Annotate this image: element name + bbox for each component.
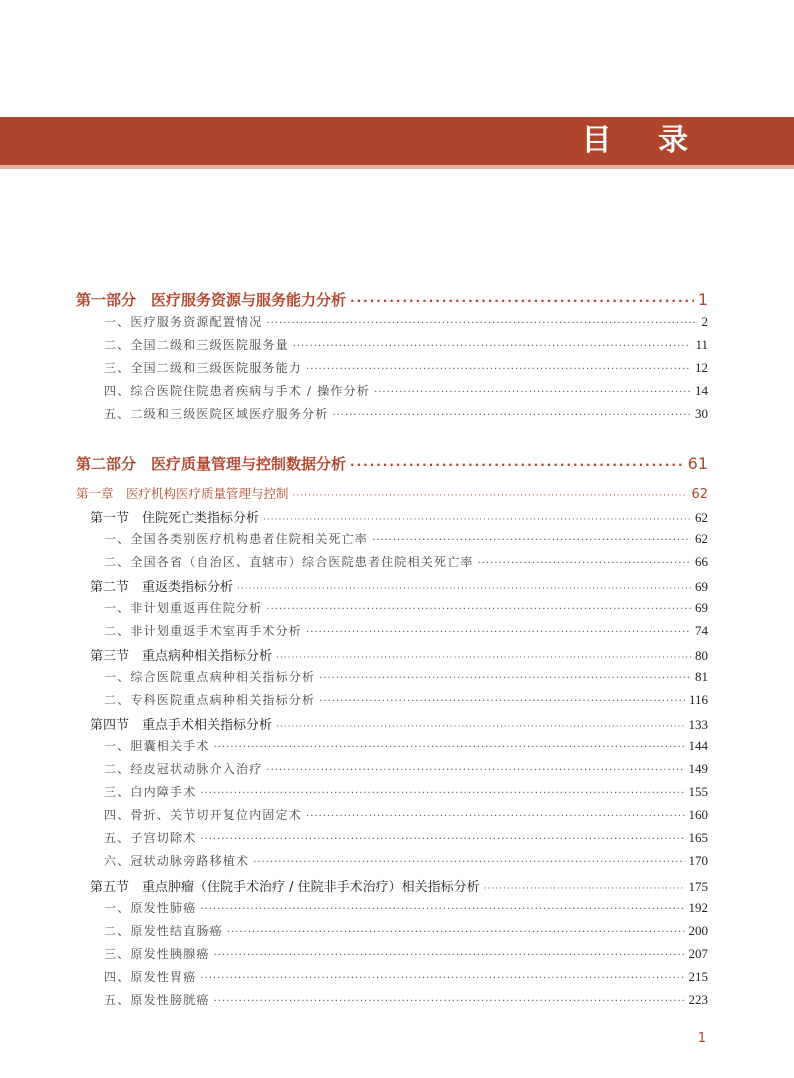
dot-leader bbox=[372, 535, 691, 546]
dot-leader bbox=[200, 904, 684, 915]
toc-label: 一、全国各类别医疗机构患者住院相关死亡率 bbox=[104, 532, 369, 546]
toc-item[interactable] bbox=[104, 313, 708, 330]
dot-leader bbox=[293, 491, 688, 501]
toc-item[interactable] bbox=[104, 553, 708, 570]
toc-label: 二、全国各省（自治区、直辖市）综合医院患者住院相关死亡率 bbox=[104, 555, 474, 569]
toc-page: 215 bbox=[688, 969, 708, 984]
toc-page: 200 bbox=[688, 923, 708, 938]
toc-item[interactable] bbox=[104, 899, 708, 916]
toc-label: 一、医疗服务资源配置情况 bbox=[104, 315, 263, 329]
toc-label: 第四节 重点手术相关指标分析 bbox=[90, 718, 273, 733]
toc-page: 116 bbox=[688, 692, 708, 707]
toc-section-4[interactable] bbox=[90, 714, 708, 733]
toc-page: 149 bbox=[688, 761, 708, 776]
toc-label: 第三节 重点病种相关指标分析 bbox=[90, 649, 273, 664]
toc-item[interactable] bbox=[104, 668, 708, 685]
banner-stripe bbox=[0, 165, 794, 169]
toc-item[interactable] bbox=[104, 922, 708, 939]
dot-leader bbox=[266, 604, 691, 615]
dot-leader bbox=[200, 834, 684, 845]
dot-leader bbox=[263, 515, 691, 525]
toc-label: 一、综合医院重点病种相关指标分析 bbox=[104, 670, 316, 684]
toc-label: 三、原发性胰腺癌 bbox=[104, 947, 210, 961]
toc-page: 144 bbox=[688, 738, 708, 753]
toc-label: 五、二级和三级医院区域医疗服务分析 bbox=[104, 407, 329, 421]
toc-label: 一、胆囊相关手术 bbox=[104, 739, 210, 753]
toc-section-1[interactable] bbox=[90, 507, 708, 526]
dot-leader bbox=[227, 927, 685, 938]
toc-item[interactable] bbox=[104, 783, 708, 800]
toc-item[interactable] bbox=[104, 530, 708, 547]
toc-item[interactable] bbox=[104, 991, 708, 1008]
toc-page: 74 bbox=[695, 623, 708, 638]
toc-page: 12 bbox=[695, 360, 708, 375]
toc-page: 207 bbox=[688, 946, 708, 961]
toc-page: 160 bbox=[688, 807, 708, 822]
toc-label: 第二节 重返类指标分析 bbox=[90, 580, 234, 595]
toc-label: 第一节 住院死亡类指标分析 bbox=[90, 511, 260, 526]
toc-part-1[interactable] bbox=[76, 289, 708, 310]
toc-label: 三、全国二级和三级医院服务能力 bbox=[104, 361, 303, 375]
dot-leader bbox=[374, 387, 691, 398]
dot-leader bbox=[214, 996, 685, 1007]
dot-leader bbox=[276, 653, 691, 663]
toc-item[interactable] bbox=[104, 829, 708, 846]
toc-label: 一、原发性肺癌 bbox=[104, 901, 197, 915]
toc-page: 81 bbox=[695, 669, 708, 684]
toc-label: 二、经皮冠状动脉介入治疗 bbox=[104, 762, 263, 776]
dot-leader bbox=[237, 584, 691, 594]
dot-leader bbox=[350, 294, 694, 308]
toc-item[interactable] bbox=[104, 852, 708, 869]
dot-leader bbox=[306, 811, 684, 822]
dot-leader bbox=[350, 458, 684, 472]
toc-label: 二、专科医院重点病种相关指标分析 bbox=[104, 693, 316, 707]
dot-leader bbox=[253, 857, 684, 868]
toc-page: 62 bbox=[695, 531, 708, 546]
toc-page: 165 bbox=[688, 830, 708, 845]
toc-item[interactable] bbox=[104, 359, 708, 376]
toc-page: 2 bbox=[701, 314, 708, 329]
dot-leader bbox=[478, 558, 691, 569]
toc-label: 二、全国二级和三级医院服务量 bbox=[104, 338, 289, 352]
dot-leader bbox=[214, 950, 685, 961]
toc-page: 62 bbox=[691, 487, 708, 502]
dot-leader bbox=[266, 318, 697, 329]
toc-section-2[interactable] bbox=[90, 576, 708, 595]
toc-item[interactable] bbox=[104, 599, 708, 616]
toc-page: 66 bbox=[695, 554, 708, 569]
toc-page: 175 bbox=[688, 879, 708, 894]
toc-label: 四、原发性胃癌 bbox=[104, 970, 197, 984]
dot-leader bbox=[332, 410, 691, 421]
toc-label: 第一部分 医疗服务资源与服务能力分析 bbox=[76, 291, 347, 309]
toc-item[interactable] bbox=[104, 405, 708, 422]
toc-label: 二、原发性结直肠癌 bbox=[104, 924, 223, 938]
toc-page: 30 bbox=[695, 406, 708, 421]
toc-section-5[interactable] bbox=[90, 876, 708, 895]
dot-leader bbox=[200, 788, 684, 799]
toc-item[interactable] bbox=[104, 691, 708, 708]
toc-part-2[interactable] bbox=[76, 453, 708, 474]
dot-leader bbox=[306, 364, 691, 375]
dot-leader bbox=[319, 673, 691, 684]
toc-page: 62 bbox=[695, 510, 708, 525]
toc-page: 61 bbox=[687, 454, 708, 473]
title-banner bbox=[0, 117, 794, 165]
toc-section-3[interactable] bbox=[90, 645, 708, 664]
toc-page: 155 bbox=[688, 784, 708, 799]
toc-item[interactable] bbox=[104, 945, 708, 962]
toc-page: 1 bbox=[697, 290, 708, 309]
dot-leader bbox=[306, 627, 691, 638]
page-title: 目 录 bbox=[581, 123, 706, 158]
dot-leader bbox=[293, 341, 692, 352]
toc-item[interactable] bbox=[104, 806, 708, 823]
toc-item[interactable] bbox=[104, 336, 708, 353]
toc-label: 一、非计划重返再住院分析 bbox=[104, 601, 263, 615]
dot-leader bbox=[266, 765, 684, 776]
toc-label: 第一章 医疗机构医疗质量管理与控制 bbox=[76, 486, 289, 501]
toc-label: 四、综合医院住院患者疾病与手术 / 操作分析 bbox=[104, 384, 371, 398]
toc-page: 223 bbox=[688, 992, 708, 1007]
toc-label: 五、原发性膀胱癌 bbox=[104, 993, 210, 1007]
toc-item[interactable] bbox=[104, 622, 708, 639]
dot-leader bbox=[319, 696, 685, 707]
dot-leader bbox=[276, 722, 684, 732]
toc-item[interactable] bbox=[104, 968, 708, 985]
toc-label: 五、子宫切除术 bbox=[104, 831, 197, 845]
toc-page: 133 bbox=[688, 717, 708, 732]
toc-label: 六、冠状动脉旁路移植术 bbox=[104, 854, 250, 868]
toc-chapter-1[interactable] bbox=[76, 484, 708, 502]
toc-page: 192 bbox=[688, 900, 708, 915]
toc-label: 第二部分 医疗质量管理与控制数据分析 bbox=[76, 455, 347, 473]
page-number: 1 bbox=[697, 1031, 706, 1046]
toc-item[interactable] bbox=[104, 382, 708, 399]
toc-label: 第五节 重点肿瘤（住院手术治疗 / 住院非手术治疗）相关指标分析 bbox=[90, 880, 480, 895]
toc-page: 69 bbox=[695, 600, 708, 615]
toc-label: 四、骨折、关节切开复位内固定术 bbox=[104, 808, 303, 822]
dot-leader bbox=[484, 884, 685, 894]
toc-label: 三、白内障手术 bbox=[104, 785, 197, 799]
toc-page: 170 bbox=[688, 853, 708, 868]
toc-item[interactable] bbox=[104, 737, 708, 754]
toc-page: 80 bbox=[695, 648, 708, 663]
toc-page: 11 bbox=[695, 337, 708, 352]
toc-item[interactable] bbox=[104, 760, 708, 777]
dot-leader bbox=[214, 742, 685, 753]
toc-page: 14 bbox=[695, 383, 708, 398]
toc-page: 69 bbox=[695, 579, 708, 594]
dot-leader bbox=[200, 973, 684, 984]
toc-label: 二、非计划重返手术室再手术分析 bbox=[104, 624, 303, 638]
